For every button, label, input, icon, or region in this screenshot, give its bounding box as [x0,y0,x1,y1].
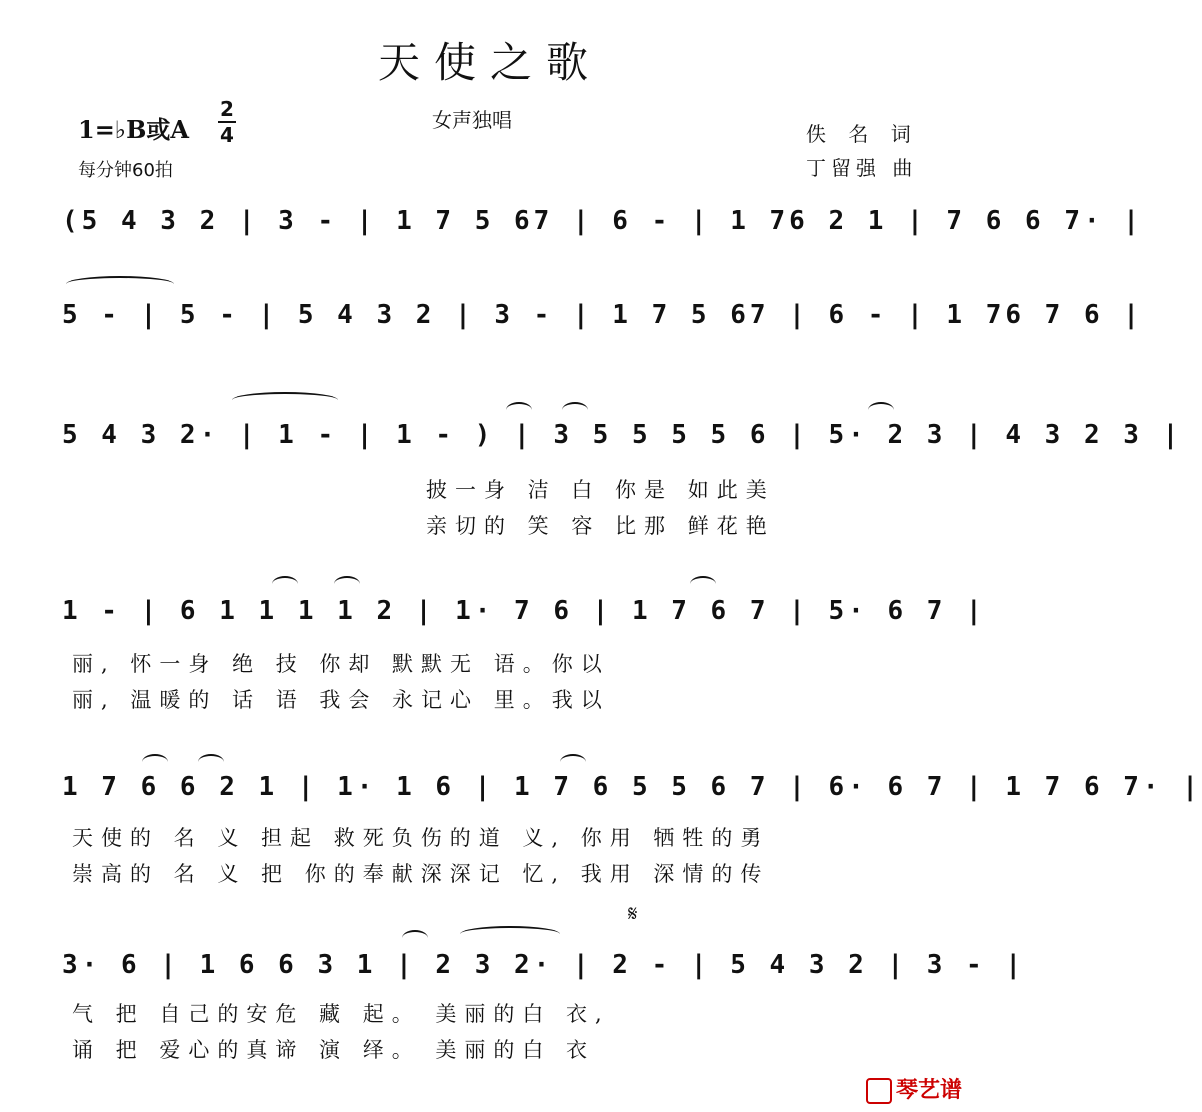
notation-row-3: 5 4 3 2· | 1 - | 1 - ) | 3 5 5 5 5 6 | 5· 2 3 | 4 3 2 3 | [62,420,1183,450]
lyrics-row-3-verse-2: 亲切的 笑 容 比那 鲜花艳 [426,514,775,538]
lyrics-row-6-verse-2: 诵 把 爱心的真谛 演 绎。 美丽的白 衣 [72,1038,596,1062]
lyrics-row-4-verse-1: 丽, 怀一身 绝 技 你却 默默无 语。你以 [72,652,610,676]
meter-top: 2 [220,97,234,121]
voice-type: 女声独唱 [432,108,512,132]
notation-row-1: (5 4 3 2 | 3 - | 1 7 5 67 | 6 - | 1 76 2 1 | 7 6 6 7· | [62,206,1143,236]
lyrics-row-5-verse-1: 天使的 名 义 担起 救死负伤的道 义, 你用 牺牲的勇 [72,826,770,850]
lyrics-row-3-verse-1: 披一身 洁 白 你是 如此美 [426,478,775,502]
key-signature: 1=♭B或A [78,115,190,144]
tie-arc [232,392,338,408]
slur-arc [334,576,360,592]
slur-arc [562,402,588,418]
meter-bottom: 4 [220,123,234,147]
logo-icon [866,1078,892,1104]
lyrics-row-6-verse-1: 气 把 自己的安危 藏 起。 美丽的白 衣, [72,1002,610,1026]
tempo-marking: 每分钟60拍 [78,160,173,181]
tie-arc [460,926,560,942]
slur-arc [402,930,428,946]
page-title: 天使之歌 [377,38,602,87]
lyricist-credit: 佚 名 词 [806,122,919,146]
slur-arc [690,576,716,592]
slur-arc [198,754,224,770]
lyrics-row-5-verse-2: 崇高的 名 义 把 你的奉献深深记 忆, 我用 深情的传 [72,862,770,886]
notation-row-6: 3· 6 | 1 6 6 3 1 | 2 3 2· | 2 - | 5 4 3 2 | 3 - | [62,950,1026,980]
slur-arc [506,402,532,418]
segno-sign: 𝄋 [628,902,638,927]
logo-text: 琴艺谱 [895,1078,962,1103]
notation-row-4: 1 - | 6 1 1 1 1 2 | 1· 7 6 | 1 7 6 7 | 5· 6 7 | [62,596,986,626]
site-logo [866,1073,962,1104]
composer-credit: 丁留强 曲 [806,156,918,180]
tie-arc [66,276,174,292]
notation-row-5: 1 7 6 6 2 1 | 1· 1 6 | 1 7 6 5 5 6 7 | 6· 6 7 | 1 7 6 7· | [62,772,1202,802]
notation-row-2: 5 - | 5 - | 5 4 3 2 | 3 - | 1 7 5 67 | 6 - | 1 76 7 6 | [62,300,1143,330]
slur-arc [142,754,168,770]
slur-arc [272,576,298,592]
slur-arc [560,754,586,770]
slur-arc [868,402,894,418]
lyrics-row-4-verse-2: 丽, 温暖的 话 语 我会 永记心 里。我以 [72,688,610,712]
time-signature [216,98,238,146]
